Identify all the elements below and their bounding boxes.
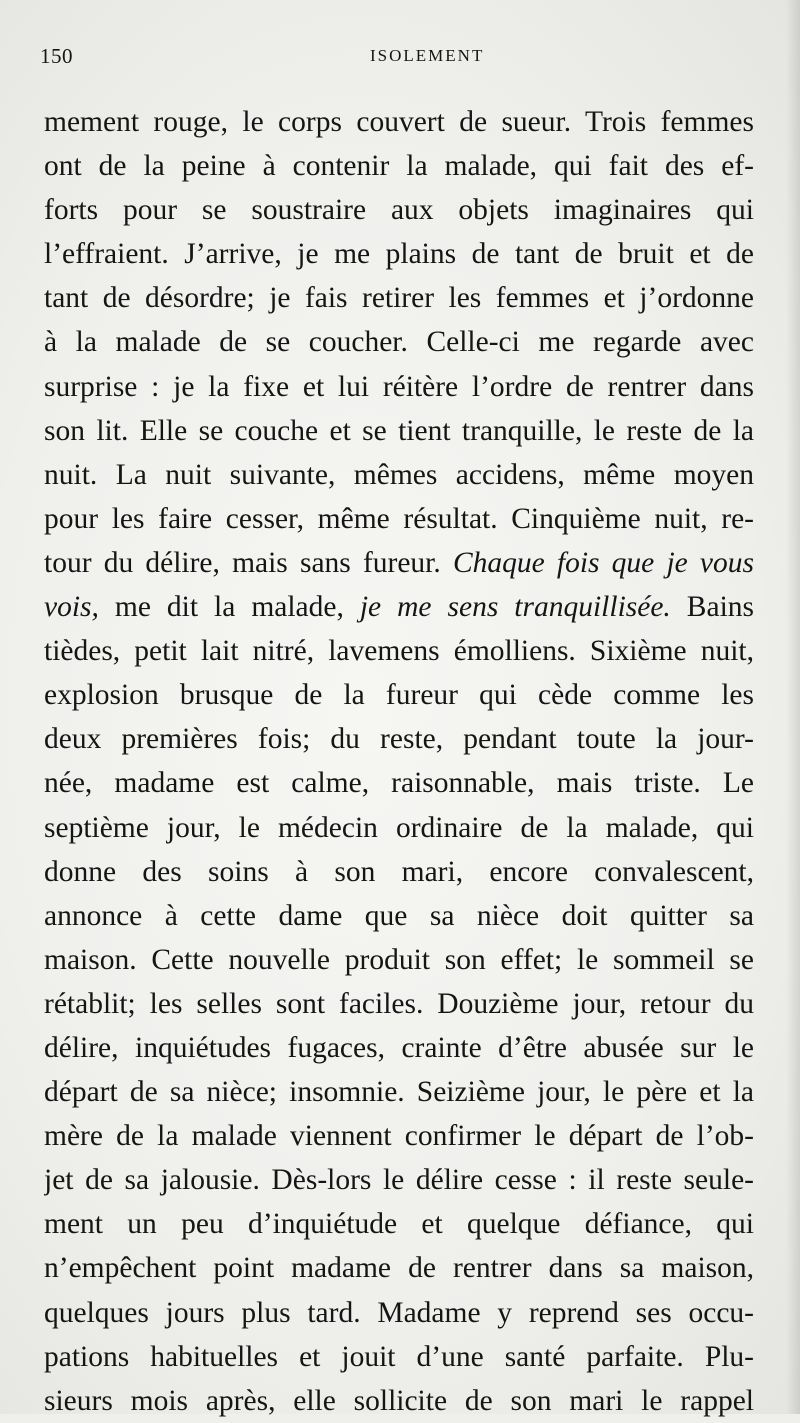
text-line <box>44 1026 754 1070</box>
text-segment: quelques jours plus tard. Madame y reprend ses occu- <box>44 1296 754 1329</box>
text-segment: n’empêchent point madame de rentrer dans sa maison, <box>44 1252 754 1285</box>
italic-text: je me sens tranquillisée. <box>359 591 671 624</box>
text-segment: maison. Cette nouvelle produit son effet; le sommeil se <box>44 943 754 976</box>
text-line <box>44 629 754 673</box>
text-segment: délire, inquiétudes fugaces, crainte d’être abusée sur le <box>44 1031 754 1064</box>
text-line <box>44 1202 754 1246</box>
page-edge-shadow <box>786 0 800 1414</box>
text-line <box>44 673 754 717</box>
text-segment: nuit. La nuit suivante, mêmes accidens, même moyen <box>44 458 754 491</box>
text-segment: ment un peu d’inquiétude et quelque défiance, qui <box>44 1208 754 1241</box>
text-segment: explosion brusque de la fureur qui cède comme les <box>44 679 754 712</box>
text-line <box>44 541 754 585</box>
text-line <box>44 100 754 144</box>
text-segment: annonce à cette dame que sa nièce doit quitter sa <box>44 899 754 932</box>
text-segment: ont de la peine à contenir la malade, qui fait des ef- <box>44 150 754 183</box>
text-segment: son lit. Elle se couche et se tient tranquille, le reste de la <box>44 414 754 447</box>
body-text <box>44 100 754 1423</box>
running-head: ISOLEMENT <box>370 46 485 65</box>
text-line <box>44 409 754 453</box>
text-line <box>44 717 754 761</box>
text-line <box>44 1379 754 1423</box>
text-line <box>44 1335 754 1379</box>
text-segment: donne des soins à son mari, encore convalescent, <box>44 855 754 888</box>
text-line <box>44 1070 754 1114</box>
text-line <box>44 806 754 850</box>
text-segment: mère de la malade viennent confirmer le départ de l’ob- <box>44 1120 754 1153</box>
text-segment: sieurs mois après, elle sollicite de son mari le rappel <box>44 1384 754 1417</box>
text-segment: surprise : je la fixe et lui réitère l’ordre de rentrer dans <box>44 370 754 403</box>
italic-text: Chaque fois que je vous <box>452 546 754 579</box>
text-segment: septième jour, le médecin ordinaire de la malade, qui <box>44 811 754 844</box>
text-segment: deux premières fois; du reste, pendant toute la jour- <box>44 723 754 756</box>
text-line <box>44 850 754 894</box>
text-line <box>44 894 754 938</box>
text-segment: pations habituelles et jouit d’une santé parfaite. Plu- <box>44 1340 754 1373</box>
text-line <box>44 365 754 409</box>
text-segment: départ de sa nièce; insomnie. Seizième jour, le père et la <box>44 1076 754 1109</box>
text-line <box>44 1158 754 1202</box>
text-segment: me dit la malade, <box>98 591 360 624</box>
text-segment: Bains <box>670 591 754 624</box>
page-number: 150 <box>40 44 73 68</box>
text-line <box>44 982 754 1026</box>
text-segment: née, madame est calme, raisonnable, mais triste. Le <box>44 767 754 800</box>
text-line <box>44 1291 754 1335</box>
text-line <box>44 1114 754 1158</box>
text-line <box>44 938 754 982</box>
text-line <box>44 585 754 629</box>
text-segment: jet de sa jalousie. Dès-lors le délire cesse : il reste seule- <box>44 1164 754 1197</box>
text-line <box>44 761 754 805</box>
text-line <box>44 497 754 541</box>
text-line <box>44 320 754 364</box>
text-segment: à la malade de se coucher. Celle-ci me regarde avec <box>44 326 754 359</box>
text-segment: mement rouge, le corps couvert de sueur. Trois femmes <box>44 106 754 138</box>
text-line <box>44 188 754 232</box>
text-segment: tant de désordre; je fais retirer les femmes et j’ordonne <box>44 282 754 315</box>
text-line <box>44 144 754 188</box>
text-line <box>44 276 754 320</box>
text-segment: rétablit; les selles sont faciles. Douzième jour, retour du <box>44 987 754 1020</box>
text-segment: pour les faire cesser, même résultat. Cinquième nuit, re- <box>44 502 754 535</box>
text-line <box>44 232 754 276</box>
text-line <box>44 1246 754 1290</box>
italic-text: vois, <box>44 591 99 624</box>
page-header <box>40 44 770 74</box>
text-segment: tour du délire, mais sans fureur. <box>44 546 453 579</box>
text-segment: forts pour se soustraire aux objets imaginaires qui <box>44 194 754 227</box>
text-line <box>44 453 754 497</box>
text-segment: tièdes, petit lait nitré, lavemens émolliens. Sixième nuit, <box>44 635 754 668</box>
text-segment: l’effraient. J’arrive, je me plains de tant de bruit et de <box>44 238 754 271</box>
